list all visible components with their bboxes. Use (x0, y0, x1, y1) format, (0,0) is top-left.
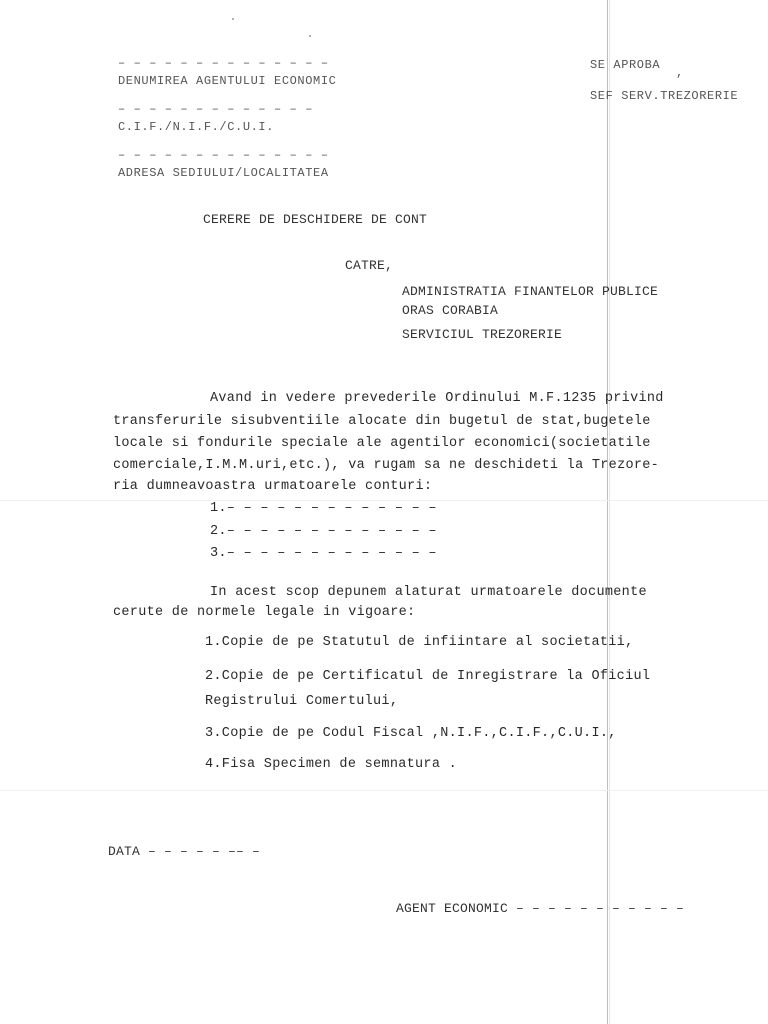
recipient-line: ORAS CORABIA (402, 303, 499, 318)
paper-crease (0, 790, 768, 791)
paragraph-line: locale si fondurile speciale ale agentilor economici(societatile (113, 436, 651, 451)
paragraph-line: comerciale,I.M.M.uri,etc.), va rugam sa ne deschideti la Trezore- (113, 458, 660, 473)
recipient-line: ADMINISTRATIA FINANTELOR PUBLICE (402, 284, 659, 299)
approval-text: SE APROBA (590, 58, 661, 72)
dash-line: – – – – – – – – – – – – – (118, 102, 314, 116)
paper-speck (309, 35, 311, 37)
document-item: 4.Fisa Specimen de semnatura . (205, 757, 458, 772)
agent-name-label: DENUMIREA AGENTULUI ECONOMIC (118, 74, 337, 88)
recipient-to: CATRE, (345, 258, 394, 273)
paper-fold-shadow (609, 0, 610, 1024)
approval-comma: , (676, 66, 684, 80)
address-label: ADRESA SEDIULUI/LOCALITATEA (118, 166, 329, 180)
document-item: 2.Copie de pe Certificatul de Inregistrare la Oficiul (205, 669, 651, 684)
document-item: 3.Copie de pe Codul Fiscal ,N.I.F.,C.I.F.,C.U.I., (205, 726, 617, 741)
cif-label: C.I.F./N.I.F./C.U.I. (118, 120, 275, 134)
agent-signature-field: AGENT ECONOMIC – – – – – – – – – – – (396, 901, 685, 916)
paragraph-line: Avand in vedere prevederile Ordinului M.F.1235 privind (210, 391, 664, 406)
recipient-line: SERVICIUL TREZORERIE (402, 327, 563, 342)
account-line: 1.– – – – – – – – – – – – – (210, 501, 437, 516)
paragraph-line: transferurile sisubventiile alocate din bugetul de stat,bugetele (113, 414, 651, 429)
paragraph-line: cerute de normele legale in vigoare: (113, 605, 416, 620)
paragraph-line: ria dumneavoastra urmatoarele conturi: (113, 479, 433, 494)
paper-speck (232, 18, 234, 20)
account-line: 2.– – – – – – – – – – – – – (210, 524, 437, 539)
date-field: DATA – – – – – –– – (108, 844, 261, 859)
paragraph-line: In acest scop depunem alaturat urmatoarele documente (210, 585, 647, 600)
document-item: Registrului Comertului, (205, 694, 399, 709)
account-line: 3.– – – – – – – – – – – – – (210, 546, 437, 561)
dash-line: – – – – – – – – – – – – – – (118, 56, 329, 70)
approval-chief: SEF SERV.TREZORERIE (590, 89, 739, 103)
paper-fold-line (607, 0, 608, 1024)
document-title: CERERE DE DESCHIDERE DE CONT (203, 212, 428, 227)
dash-line: – – – – – – – – – – – – – – (118, 148, 329, 162)
document-item: 1.Copie de pe Statutul de infiintare al societatii, (205, 635, 634, 650)
